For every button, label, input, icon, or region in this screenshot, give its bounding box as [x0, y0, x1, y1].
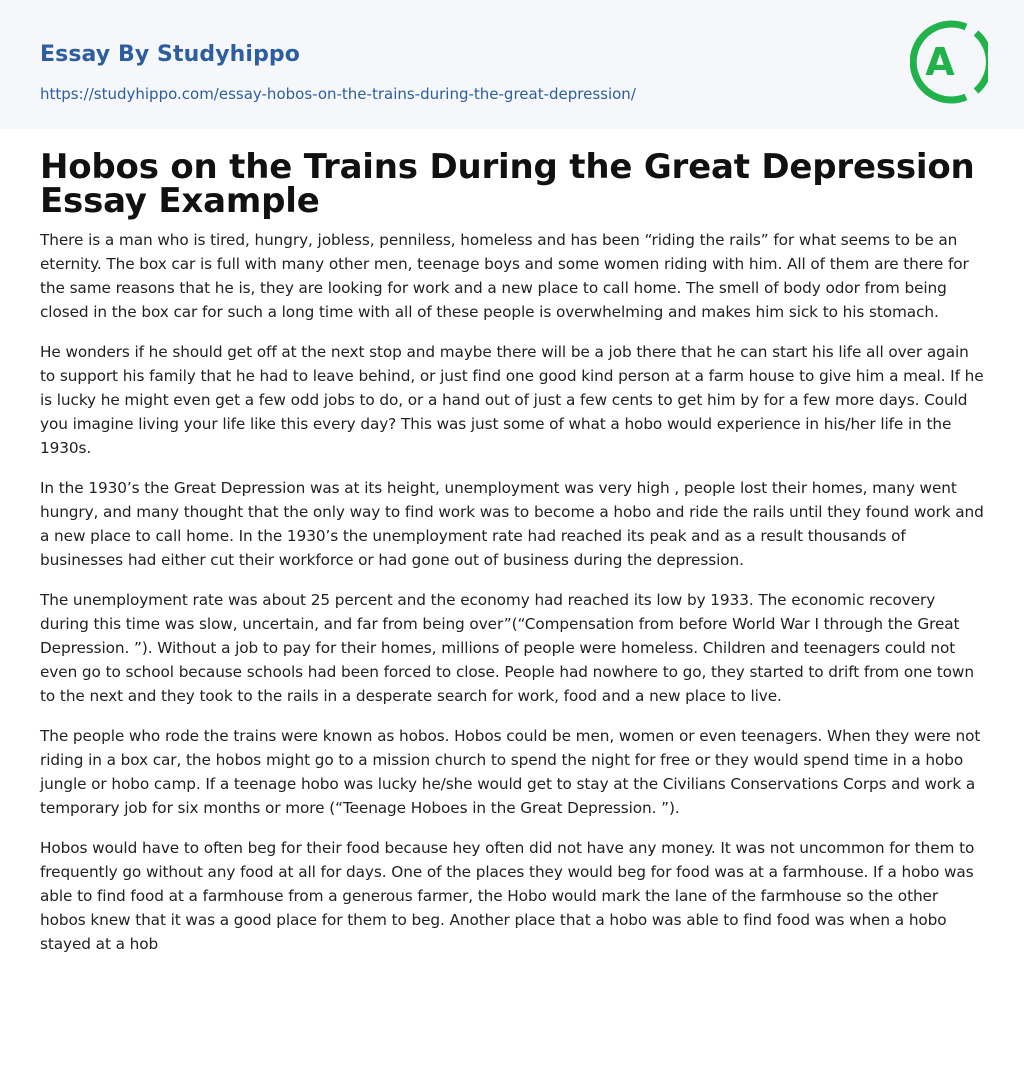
site-brand[interactable]: Essay By Studyhippo — [40, 42, 300, 67]
source-url-link[interactable]: https://studyhippo.com/essay-hobos-on-the-trains-during-the-great-depression/ — [40, 85, 636, 103]
article-paragraph: The unemployment rate was about 25 percent and the economy had reached its low by 1933. The economic recovery during this time was slow, uncertain, and far from being over”(“Compensation from before World War I through the Great Depression. ”). Without a job to pay for their homes, millions of people were homeless. Children and teenagers could not even go to school because schools had been forced to close. People had nowhere to go, they started to drift from one town to the next and they took to the rails in a desperate search for work, food and a new place to live. — [40, 591, 974, 705]
article-paragraph: The people who rode the trains were known as hobos. Hobos could be men, women or even teenagers. When they were not riding in a box car, the hobos might go to a mission church to spend the night for free or they would spend time in a hobo jungle or hobo camp. If a teenage hobo was lucky he/she would get to stay at the Civilians Conservations Corps and work a temporary job for six months or more (“Teenage Hoboes in the Great Depression. ”). — [40, 727, 981, 817]
logo-ring-right — [976, 33, 988, 91]
article — [40, 147, 988, 972]
article-title: Hobos on the Trains During the Great Depression Essay Example — [40, 147, 975, 221]
site-header — [0, 0, 1024, 129]
article-paragraph: In the 1930’s the Great Depression was at its height, unemployment was very high , people lost their homes, many went hungry, and many thought that the only way to find work was to become a hobo and ride the rails until they found work and a new place to call home. In the 1930’s the unemployment rate had reached its peak and as a result thousands of businesses had either cut their workforce or had gone out of business during the depression. — [40, 479, 984, 569]
studyhippo-logo-icon[interactable] — [910, 18, 988, 106]
article-paragraph: There is a man who is tired, hungry, jobless, penniless, homeless and has been “riding the rails” for what seems to be an eternity. The box car is full with many other men, teenage boys and some women riding with him. All of them are there for the same reasons that he is, they are looking for work and a new place to call home. The smell of body odor from being closed in the box car for such a long time with all of these people is overwhelming and makes him sick to his stomach. — [40, 231, 969, 321]
logo-letter: A — [925, 40, 955, 84]
article-paragraph: He wonders if he should get off at the next stop and maybe there will be a job there that he can start his life all over again to support his family that he had to leave behind, or just find one good kind person at a farm house to give him a meal. If he is lucky he might even get a few odd jobs to do, or a hand out of just a few cents to get him by for a few more days. Could you imagine living your life like this every day? This was just some of what a hobo would experience in his/her life in the 1930s. — [40, 343, 984, 457]
article-paragraph: Hobos would have to often beg for their food because hey often did not have any money. It was not uncommon for them to frequently go without any food at all for days. One of the places they would beg for food was at a farmhouse. If a hobo was able to find food at a farmhouse from a generous farmer, the Hobo would mark the lane of the farmhouse so the other hobos knew that it was a good place for them to beg. Another place that a hobo was able to find food was when a hobo stayed at a hob — [40, 839, 975, 953]
